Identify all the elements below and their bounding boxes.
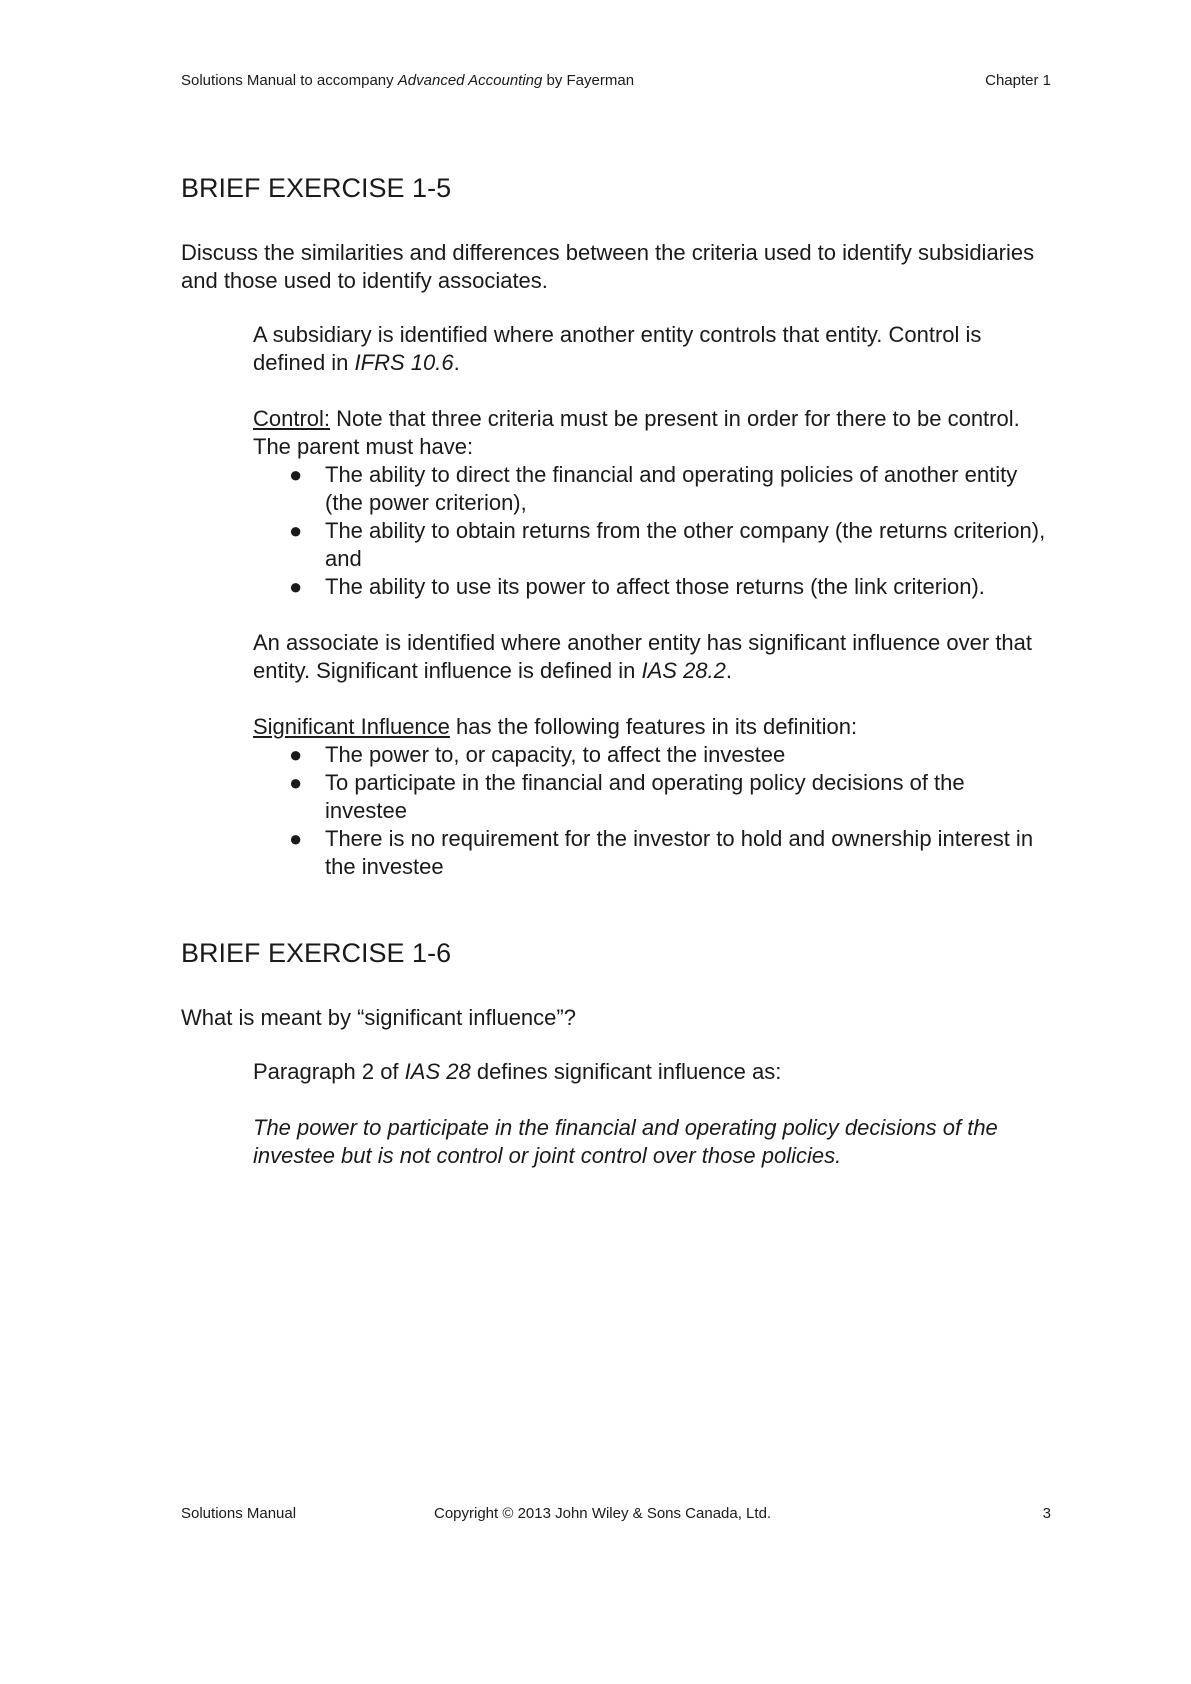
control-paragraph: Control: Note that three criteria must be present in order for there to be control. The parent must have: [253,406,1020,459]
list-item: ● To participate in the financial and operating policy decisions of the investee [289,770,965,823]
exercise-1-5-answer [253,321,1051,881]
significant-influence-label: Significant Influence [253,714,450,739]
page-number: 3 [1042,1505,1051,1522]
exercise-1-6-answer [253,1058,1051,1170]
list-item: ● The power to, or capacity, to affect the investee [289,742,786,767]
exercise-1-6-title: BRIEF EXERCISE 1-6 [181,938,452,968]
control-label: Control: [253,406,331,431]
footer-left: Solutions Manual [181,1505,297,1522]
definition-quote: The power to participate in the financial and operating policy decisions of the investee but is not control or joint control over those policies. [253,1115,998,1168]
bullet-icon: ● [289,518,303,543]
book-title: Advanced Accounting [397,72,543,89]
list-item: ● There is no requirement for the investor to hold and ownership interest in the investee [289,826,1034,879]
exercise-1-6-question: What is meant by “significant influence”? [181,1005,576,1030]
list-item: ● The ability to direct the financial and operating policies of another entity (the power criterion), [289,462,1018,515]
associate-paragraph: An associate is identified where another entity has significant influence over that entity. Significant influence is defined in IAS 28.2. [253,630,1033,683]
header-left: Solutions Manual to accompany Advanced Accounting by Fayerman [181,72,635,89]
bullet-icon: ● [289,770,303,795]
definition-intro: Paragraph 2 of IAS 28 defines significant influence as: [253,1059,782,1084]
ias-reference: IAS 28.2 [641,658,726,683]
bullet-icon: ● [289,462,303,487]
bullet-icon: ● [289,742,303,767]
ifrs-reference: IFRS 10.6 [354,350,454,375]
ias-28-reference: IAS 28 [404,1059,471,1084]
list-item: ● The ability to use its power to affect those returns (the link criterion). [289,574,985,599]
bullet-icon: ● [289,574,303,599]
control-criteria-list [253,461,1051,601]
header-chapter: Chapter 1 [985,72,1051,89]
exercise-1-5-question: Discuss the similarities and differences between the criteria used to identify subsidiaries and those used to identify associates. [181,240,1035,293]
footer-copyright: Copyright © 2013 John Wiley & Sons Canada, Ltd. [434,1505,772,1522]
page-content [181,172,1051,1170]
significant-influence-paragraph: Significant Influence has the following features in its definition: [253,714,858,739]
significant-influence-list [253,741,1051,881]
page-header [181,72,1051,89]
subsidiary-paragraph: A subsidiary is identified where another entity controls that entity. Control is defined in IFRS 10.6. [253,322,982,375]
exercise-1-6 [181,937,1051,1170]
exercise-1-5-title: BRIEF EXERCISE 1-5 [181,173,452,203]
bullet-icon: ● [289,826,303,851]
list-item: ● The ability to obtain returns from the other company (the returns criterion), and [289,518,1046,571]
